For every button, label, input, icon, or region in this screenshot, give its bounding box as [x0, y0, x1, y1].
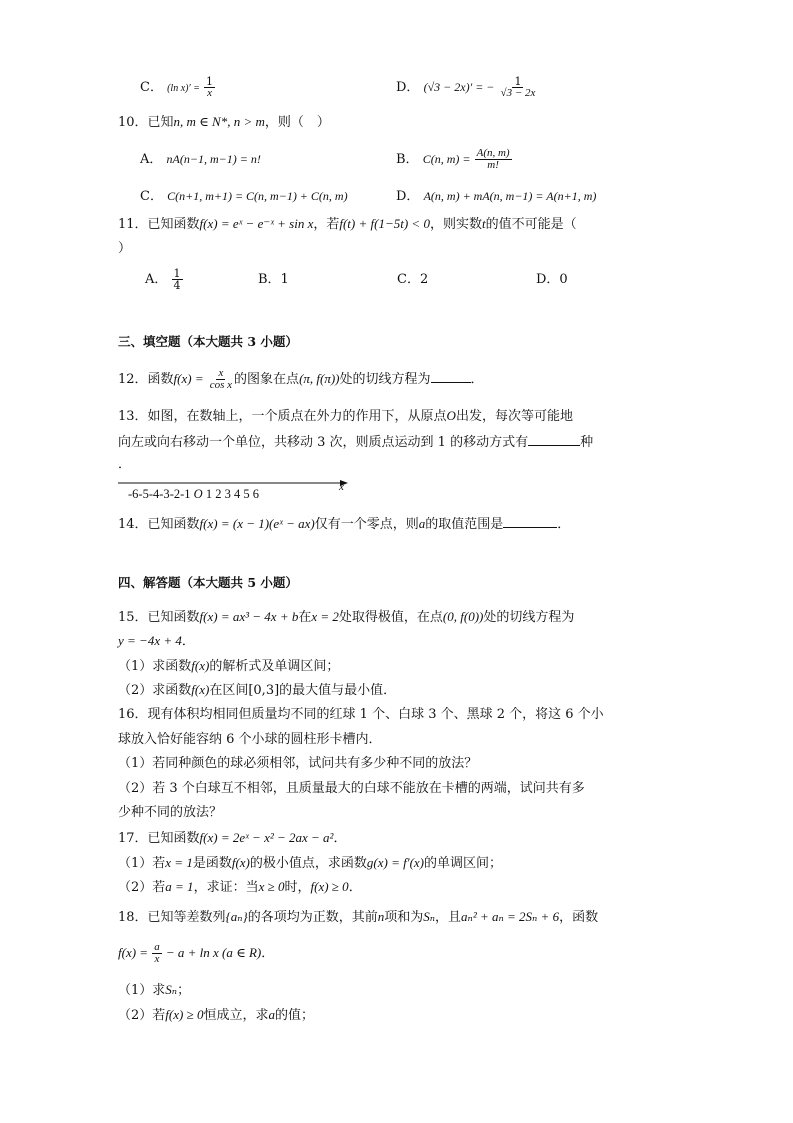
q15-tangent-eq: y = −4x + 4: [118, 633, 182, 648]
denominator: x: [154, 953, 160, 965]
q18-f-end: ．: [261, 946, 275, 961]
q17-p2-text: ，求证：当: [193, 880, 259, 895]
q17-p2-res: f(x) ≥ 0: [310, 879, 349, 894]
q16-part1: （1）若同种颜色的球必须相邻，试问共有多少种不同的放法？: [118, 756, 478, 771]
q18-text: 18．已知等差数列: [118, 910, 226, 925]
q11-text-end: 的值不可能是（: [485, 217, 577, 232]
tick-label: 6: [252, 487, 259, 501]
numerator: 1: [514, 75, 522, 88]
numerator: a: [154, 941, 160, 953]
q17-p2-end: ．: [348, 880, 362, 895]
q18-n: n: [377, 909, 385, 924]
tick-label: O: [193, 487, 203, 501]
option-label: C．: [140, 189, 163, 204]
q15-text: 15．已知函数: [118, 610, 200, 625]
q10-option-c: [140, 187, 348, 206]
q11-option-a: [145, 268, 183, 291]
q11-stem-line2: ）: [118, 241, 132, 256]
q18-part2: [118, 1006, 314, 1025]
q17-p1-f: f(x): [231, 855, 250, 870]
q15-text: 处取得极值，在点: [338, 610, 443, 625]
q15-text: 在: [298, 610, 312, 625]
q16-line1: 16．现有体积均相同但质量均不同的红球 1 个、白球 3 个、黑球 2 个，将这 6 个小: [118, 707, 604, 722]
q15-p1-text: （1）求函数: [118, 659, 192, 674]
answer-blank[interactable]: [503, 515, 557, 528]
q10-b-lhs: C(n, m) =: [422, 152, 471, 166]
q12: [118, 368, 484, 391]
q18-text: ，函数: [559, 910, 599, 925]
axis-tick-labels: [128, 487, 259, 502]
q14-text: 仅有一个零点，则: [314, 517, 419, 532]
q14: [118, 515, 570, 534]
denominator: x: [207, 87, 212, 99]
q9-c-lhs: (ln x)′ =: [167, 83, 200, 94]
q12-point: (π, f(π)): [299, 371, 340, 386]
q18-seq: {aₙ}: [225, 909, 248, 924]
q17-p2-cond: a = 1: [165, 879, 194, 894]
q13-text: 种: [580, 435, 594, 450]
q15-stem: [118, 608, 574, 627]
q17-p2-text: 时，: [284, 880, 311, 895]
q18-f-lhs: f(x) =: [118, 945, 149, 960]
q18-p1-text: （1）求: [118, 983, 166, 998]
q9-d-fraction: [499, 76, 538, 99]
q11-text: ，则实数: [429, 217, 482, 232]
q18-text: 的各项均为正数，其前: [247, 910, 378, 925]
q11-text: ，若: [313, 217, 340, 232]
answer-blank[interactable]: [431, 370, 471, 383]
q14-text: 的取值范围是: [425, 517, 504, 532]
q18-text: 项和为: [384, 910, 424, 925]
denominator: cos x: [209, 379, 233, 391]
q10-option-d: [396, 187, 596, 206]
answer-blank[interactable]: [528, 433, 580, 446]
q12-end: ．: [470, 372, 484, 387]
q11-option-b: B．1: [258, 272, 289, 287]
q11-stem: [118, 215, 577, 234]
numerator: 1: [206, 75, 214, 88]
denominator: m!: [487, 159, 499, 171]
q13-text: 13．如图，在数轴上，一个质点在外力的作用下，从原点: [118, 409, 447, 424]
q17-p1-g: g(x) = f′(x): [366, 855, 424, 870]
q15-p1-text: 的解析式及单调区间；: [209, 659, 340, 674]
q17-part1: [118, 854, 502, 873]
q18-p2-text: （2）若: [118, 1008, 166, 1023]
q18-fraction: [152, 942, 162, 965]
q10-condition: n, m ∈ N*, n > m: [173, 114, 265, 129]
q12-text: 处的切线方程为: [339, 372, 431, 387]
tick-label: -4: [148, 487, 160, 501]
q15-function: f(x) = ax³ − 4x + b: [199, 609, 299, 624]
q14-text: 14．已知函数: [118, 517, 200, 532]
q12-text: 12．函数: [118, 372, 174, 387]
q18-part1: [118, 981, 190, 1000]
q18-p1-end: ；: [177, 983, 191, 998]
numerator: 1: [173, 267, 181, 280]
option-label: D．: [396, 189, 420, 204]
denominator: 4: [173, 279, 181, 292]
option-label: A．: [145, 272, 168, 287]
tick-label: 4: [233, 487, 241, 501]
q11-function: f(x) = eˣ − e⁻ˣ + sin x: [199, 216, 314, 231]
q15-p2-text: 的最大值与最小值．: [279, 683, 397, 698]
tick-label: -3: [159, 487, 170, 501]
option-label: B．: [396, 152, 419, 167]
q16-part2b: 少种不同的放法？: [118, 805, 223, 820]
q18-p2-cond: f(x) ≥ 0: [165, 1007, 204, 1022]
q14-var: a: [418, 516, 426, 531]
q15-p2-func: f(x): [191, 682, 210, 697]
q9-option-c: [140, 76, 215, 99]
q15-text: 处的切线方程为: [483, 610, 575, 625]
tick-label: 2: [215, 487, 222, 501]
tick-label: -1: [180, 487, 191, 501]
q11-var: t: [481, 216, 486, 231]
q10-option-a: [140, 150, 261, 169]
q10-stem: [118, 113, 330, 132]
q11-option-c: C．2: [397, 272, 429, 287]
q15-condition: x = 2: [311, 609, 339, 624]
q15-tangent: [118, 632, 195, 651]
q12-fraction: [208, 368, 234, 391]
q16-part2a: （2）若 3 个白球互不相邻，且质量最大的白球不能放在卡槽的两端，试问共有多: [118, 781, 585, 796]
q15-point: (0, f(0)): [442, 609, 484, 624]
q14-function: f(x) = (x − 1)(eˣ − ax): [199, 516, 315, 531]
q11-text: 11．已知函数: [118, 217, 200, 232]
option-label: D．: [396, 80, 420, 95]
q10-a-formula: nA(n−1, m−1) = n!: [166, 152, 261, 166]
q17-part2: [118, 878, 362, 897]
q18-p2-a: a: [268, 1007, 275, 1022]
tick-label: 5: [243, 487, 250, 501]
tick-label: -5: [138, 487, 149, 501]
q17-p1-text: （1）若: [118, 856, 166, 871]
q16-line2: 球放入恰好能容纳 6 个小球的圆柱形卡槽内．: [118, 732, 382, 747]
q13-line1: [118, 407, 573, 426]
q17-p2-x: x ≥ 0: [258, 879, 285, 894]
option-label: A．: [140, 152, 163, 167]
option-label: C．: [140, 80, 163, 95]
q12-text: 的图象在点: [234, 372, 300, 387]
section4-title: 四、解答题（本大题共 5 小题）: [118, 575, 298, 590]
q13-origin: O: [446, 408, 456, 423]
q17-p1-text: 的单调区间；: [424, 856, 503, 871]
number-line-figure: [118, 478, 358, 502]
q9-c-fraction: [204, 76, 215, 99]
q13-text: 出发，每次等可能地: [455, 409, 573, 424]
q17-end: ．: [333, 831, 347, 846]
q15-part1: [118, 657, 339, 676]
q18-function: [118, 942, 274, 965]
q10-c-formula: C(n+1, m+1) = C(n, m−1) + C(n, m): [167, 189, 348, 203]
q13-text: 向左或向右移动一个单位，共移动 3 次，则质点运动到 1 的移动方式有: [118, 435, 529, 450]
q11-option-d: D．0: [536, 272, 568, 287]
q14-end: ．: [557, 517, 571, 532]
q18-p2-text: 恒成立，求: [203, 1008, 269, 1023]
q17-stem: [118, 829, 346, 848]
q10-option-b: [396, 148, 512, 171]
q18-stem: [118, 908, 598, 927]
q18-f-rest: − a + ln x (a ∈ R): [165, 945, 262, 960]
q15-p2-text: （2）求函数: [118, 683, 192, 698]
q12-lhs: f(x) =: [173, 371, 204, 386]
q15-p2-interval: [0,3]: [248, 683, 280, 698]
section3-title: 三、填空题（本大题共 3 小题）: [118, 334, 298, 349]
q15-p1-func: f(x): [191, 658, 210, 673]
axis-label: x: [339, 481, 344, 493]
q13-line2: [118, 433, 593, 452]
tick-label: 1: [205, 487, 213, 501]
q17-p2-text: （2）若: [118, 880, 166, 895]
q15-p2-text: 在区间: [209, 683, 249, 698]
q18-cond: aₙ² + aₙ = 2Sₙ + 6: [461, 909, 560, 924]
q15-end: ．: [181, 634, 195, 649]
q17-p1-text: 的极小值点，求函数: [249, 856, 367, 871]
tick-label: -2: [169, 487, 181, 501]
q17-p1-text: 是函数: [192, 856, 232, 871]
denominator: √3 − 2x: [500, 87, 536, 99]
q17-text: 17．已知函数: [118, 831, 200, 846]
q13-line3: ．: [118, 457, 132, 472]
q10-d-formula: A(n, m) + mA(n, m−1) = A(n+1, m): [423, 189, 597, 203]
q18-p1-sn: Sₙ: [165, 982, 178, 997]
q18-sn: Sₙ: [423, 909, 436, 924]
q17-p1-cond: x = 1: [165, 855, 193, 870]
numerator: A(n, m): [476, 147, 510, 159]
q11-condition: f(t) + f(1−5t) < 0: [339, 216, 430, 231]
q18-p2-text: 的值；: [274, 1008, 314, 1023]
q10-text: 10．已知: [118, 115, 174, 130]
q10-b-fraction: [475, 148, 512, 171]
tick-label: 3: [224, 487, 231, 501]
tick-label: -6: [128, 487, 139, 501]
q11-a-fraction: [172, 268, 183, 291]
q9-option-d: [396, 76, 537, 99]
numerator: x: [218, 367, 224, 379]
q15-part2: [118, 681, 396, 700]
q18-text: ，且: [435, 910, 462, 925]
q9-d-lhs: (√3 − 2x)′ = −: [423, 80, 495, 94]
q10-text-end: ，则（ ）: [264, 115, 330, 130]
q17-function: f(x) = 2eˣ − x² − 2ax − a²: [199, 830, 334, 845]
